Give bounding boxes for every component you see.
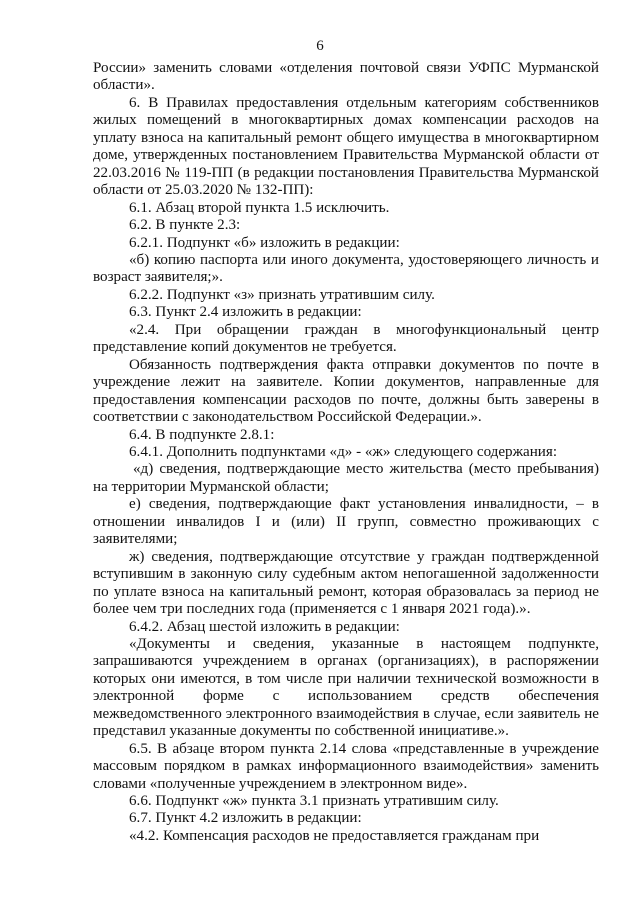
document-body xyxy=(93,60,599,845)
paragraph: ж) сведения, подтверждающие отсутствие у граждан подтвержденной вступившим в законную силу судебным актом непогашенной задолженности по уплате взноса на капитальный ремонт, которая образовалась за период не более чем три последних года (применяется с 1 января 2021 года).». xyxy=(93,548,599,618)
paragraph: 6.4.2. Абзац шестой изложить в редакции: xyxy=(129,618,400,635)
paragraph: «Документы и сведения, указанные в настоящем подпункте, запрашиваются учреждением в органах (организациях), в распоряжении которых они имеются, в том числе при наличии технической возможности в электронной форме с использованием средств обеспечения межведомственного электронного взаимодействия в случае, если заявитель не представил указанные документы по собственной инициативе.». xyxy=(93,635,599,740)
paragraph: «б) копию паспорта или иного документа, удостоверяющего личность и возраст заявителя;». xyxy=(93,251,599,286)
paragraph: 6.7. Пункт 4.2 изложить в редакции: xyxy=(129,810,362,827)
paragraph: 6.1. Абзац второй пункта 1.5 исключить. xyxy=(129,199,390,216)
paragraph: «д) сведения, подтверждающие место жительства (место пребывания) на территории Мурманской области; xyxy=(93,461,599,495)
paragraph: 6.2.2. Подпункт «з» признать утратившим силу. xyxy=(129,286,435,303)
paragraph: России» заменить словами «отделения почтовой связи УФПС Мурманской области». xyxy=(93,60,599,94)
page-number: 6 xyxy=(316,38,324,54)
paragraph: 6.4.1. Дополнить подпунктами «д» - «ж» следующего содержания: xyxy=(129,443,558,460)
paragraph: е) сведения, подтверждающие факт установления инвалидности, – в отношении инвалидов I и (или) II групп, совместно проживающих с заявителями; xyxy=(93,496,599,548)
paragraph: «4.2. Компенсация расходов не предоставляется гражданам при xyxy=(129,827,540,844)
paragraph: «2.4. При обращении граждан в многофункциональный центр представление копий документов не требуется. xyxy=(93,321,599,356)
paragraph: 6.5. В абзаце втором пункта 2.14 слова «представленные в учреждение массовым порядком в рамках информационного взаимодействия» заменить словами «полученные учреждением в электронном виде». xyxy=(93,740,599,792)
paragraph: 6.3. Пункт 2.4 изложить в редакции: xyxy=(129,304,362,321)
paragraph: 6.2. В пункте 2.3: xyxy=(129,217,241,234)
paragraph: 6. В Правилах предоставления отдельным категориям собственников жилых помещений в многоквартирных домах компенсации расходов на уплату взноса на капитальный ремонт общего имущества в многоквартирном доме, утвержденных постановлением Правительства Мурманской области от 22.03.2016 № 119-ПП (в редакции постановления Правительства Мурманской области от 25.03.2020 № 132-ПП): xyxy=(93,94,599,199)
paragraph: 6.6. Подпункт «ж» пункта 3.1 признать утратившим силу. xyxy=(129,793,499,810)
paragraph: 6.4. В подпункте 2.8.1: xyxy=(129,426,275,443)
paragraph: Обязанность подтверждения факта отправки документов по почте в учреждение лежит на заявителе. Копии документов, направленные для предоставления компенсации расходов по почте, должны быть заверены в соответствии с законодательством Российской Федерации.». xyxy=(93,356,599,426)
paragraph: 6.2.1. Подпункт «б» изложить в редакции: xyxy=(129,234,400,251)
